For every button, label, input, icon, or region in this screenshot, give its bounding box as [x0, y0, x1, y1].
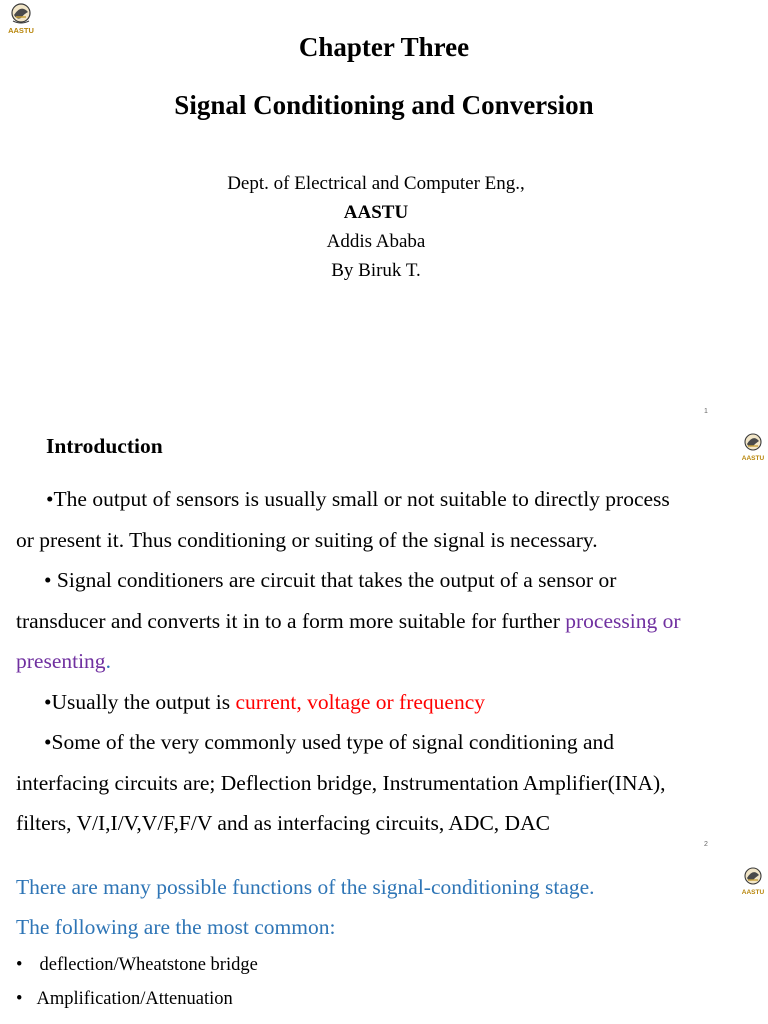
text-line: Signal conditioners are circuit that takes the output of a sensor or [56, 568, 617, 592]
page-number: 1 [704, 408, 708, 415]
text-line: Usually the output is [51, 689, 236, 714]
paragraph-line [16, 641, 756, 682]
section-heading: Introduction [46, 434, 163, 458]
city-line: Addis Ababa [326, 231, 426, 252]
bullet: • [16, 955, 23, 975]
paragraph [16, 560, 756, 601]
bullet: • [44, 730, 52, 754]
list-item-text: deflection/Wheatstone bridge [39, 955, 258, 975]
slide-subtitle: Signal Conditioning and Conversion [174, 90, 594, 120]
intro-body [16, 479, 756, 844]
text-line: filters, V/I,I/V,V/F,F/V and as interfacing circuits, ADC, DAC [16, 811, 550, 835]
aastu-logo [738, 432, 768, 468]
bullet: • [16, 989, 23, 1009]
org-line: AASTU [343, 202, 409, 223]
punctuation: . [105, 649, 111, 673]
list-item-text: Amplification/Attenuation [36, 989, 233, 1009]
text-line: Some of the very commonly used type of signal conditioning and [51, 730, 615, 754]
logo-text: AASTU [8, 26, 34, 35]
text-line: There are many possible functions of the signal-conditioning stage. [16, 875, 595, 899]
text-line: The output of sensors is usually small or not suitable to directly process [53, 487, 670, 511]
paragraph [16, 722, 756, 763]
bullet: • [44, 568, 57, 592]
highlight-text: current, voltage or frequency [235, 689, 485, 714]
logo-text: AASTU [741, 455, 765, 462]
text-line: The following are the most common: [16, 915, 336, 939]
dept-line: Dept. of Electrical and Computer Eng., [227, 173, 525, 194]
author-line: By Biruk T. [331, 260, 421, 281]
chapter-title: Chapter Three [298, 32, 470, 62]
aastu-logo [738, 866, 768, 902]
paragraph [16, 682, 756, 723]
list-item [16, 955, 258, 976]
text-line: or present it. Thus conditioning or suiting of the signal is necessary. [16, 527, 598, 552]
paragraph-line [16, 601, 756, 642]
highlight-text: presenting [16, 649, 106, 673]
paragraph [16, 479, 756, 520]
text-line: interfacing circuits are; Deflection bridge, Instrumentation Amplifier(INA), [16, 770, 666, 795]
text-line: transducer and converts it in to a form more suitable for further [16, 608, 566, 633]
page-number: 2 [704, 841, 708, 848]
bullet: • [44, 689, 52, 714]
highlight-text: processing or [565, 608, 681, 633]
list-item [16, 989, 233, 1010]
logo-text: AASTU [741, 889, 765, 896]
bullet: • [46, 487, 54, 511]
